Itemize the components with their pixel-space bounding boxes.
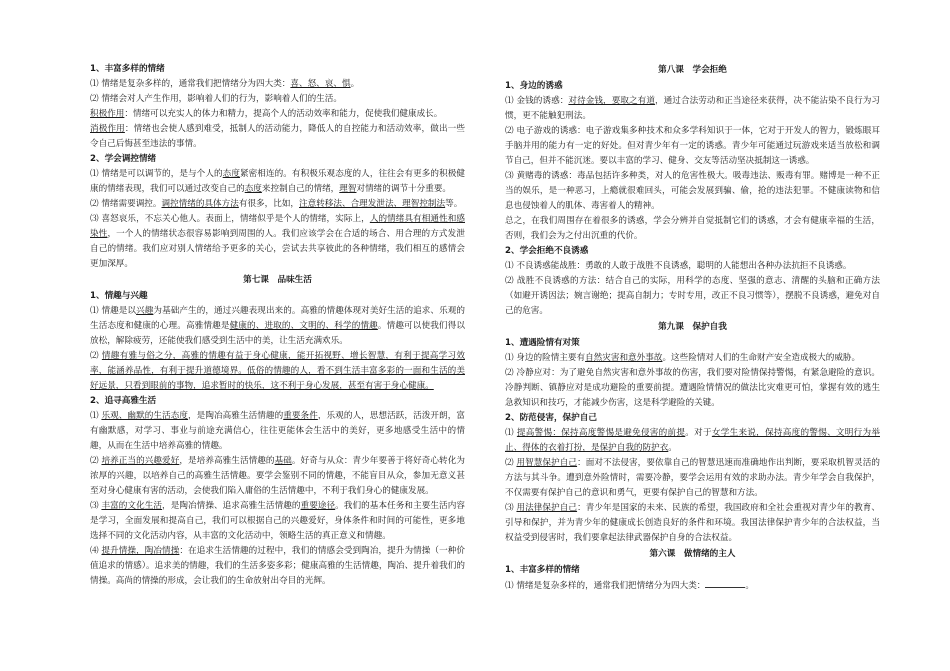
paragraph: ⑴ 情绪是复杂多样的，通常我们把情绪分为四大类：喜、怒、哀、惧。: [90, 79, 360, 89]
lesson-title: 第七课 品味生活: [243, 275, 312, 285]
paragraph: ⑵ 电子游戏的诱惑：电子游戏集多种技术和众多学科知识于一体，它对于开发人的智力，锻炼眼耳手脑并用的能力有一定的好处。但对青少年有一定的诱惑。青少年可能通过玩游戏来适当放松和调节自己，但并不能沉迷。要以丰富的学习、健身、交友等活动坚决抵制这一诱惑。: [505, 126, 880, 166]
paragraph: ⑴ 身边的险情主要有自然灾害和意外事故。这些险情对人们的生命财产安全造成极大的威胁。: [505, 353, 861, 363]
paragraph: 消极作用：情绪也会使人感到难受，抵制人的活动能力，降低人的自控能力和活动效率，做出一些令自己后悔甚至违法的事情。: [90, 124, 465, 149]
paragraph: ⑴ 提高警惕：保持高度警惕是避免侵害的前提。对于女学生来说，保持高度的警惕、文明行为举止、得体的衣着打扮，是保护自我的防护衣。: [505, 428, 880, 453]
paragraph: ⑵ 冷静应对：为了避免自然灾害和意外事故的伤害，我们要对险情保持警惕，有紧急避险的意识。冷静判断、镇静应对是成功避险的重要前提。遭遇险情情况的做法比灾难更可怕，掌握有效的逃生急救知识和技巧，才能减少伤害，这是科学避险的关键。: [505, 368, 880, 408]
left-column: [90, 62, 465, 589]
paragraph: ⑶ 用法律保护自己：青少年是国家的未来、民族的希望，我国政府和全社会重视对青少年的教育、引导和保护，并为青少年的健康成长创造良好的条件和环境。我国法律保护青少年的合法权益，当权益受到侵害时，我们要拿起法律武器保护自身的合法权益。: [505, 503, 880, 543]
paragraph: ⑴ 情绪是复杂多样的，通常我们把情绪分为四大类： 。: [505, 578, 880, 594]
paragraph: ⑶ 丰富的文化生活，是陶冶情操、追求高雅生活情趣的重要途径。我们的基本任务和主要生活内容是学习，全面发展和提高自己，我们可以根据自己的兴趣爱好，身体条件和时间的可能性，更多地选择不同的文化活动内容，从丰富的文化活动中，领略生活的真正意义和情趣。: [90, 501, 465, 541]
paragraph: 总之，在我们周围存在着很多的诱惑，学会分辨并自觉抵制它们的诱惑，才会有健康幸福的生活，否则，我们会为之付出沉重的代价。: [505, 216, 880, 241]
section-heading: 1、丰富多样的情绪: [505, 565, 580, 575]
paragraph: ⑶ 黄赌毒的诱惑：毒品包括许多种类，对人的危害性极大。吸毒违法、贩毒有罪。赌博是一种不正当的娱乐，是一种恶习，上瘾就很难回头，可能会发展到骗、偷，抢的违法犯罪。不健康读物和信息也侵蚀着人的肌体、毒害着人的精神。: [505, 171, 880, 211]
lesson-title: 第八课 学会拒绝: [658, 65, 727, 75]
section-heading: 1、情趣与兴趣: [90, 291, 148, 301]
paragraph: ⑵ 战胜不良诱惑的方法：结合自己的实际，用科学的态度、坚强的意志、清醒的头脑和正确方法（如避开诱因法；婉言谢绝；提高自制力；专时专用，改正不良习惯等），摆脱不良诱惑，避免对自己的危害。: [505, 276, 880, 316]
section-heading: 2、学会调控情绪: [90, 154, 157, 164]
paragraph: ⑵ 培养正当的兴趣爱好，是培养高雅生活情趣的基础。好奇与从众：青少年要善于将好奇心转化为浓厚的兴趣，以培养自己的高雅生活情趣。要学会鉴别不同的情趣，不能盲目从众，参加无意义甚至对身心健康有害的活动，会使我们陷入庸俗的生活情趣中，不利于我们身心的健康发展。: [90, 456, 465, 496]
paragraph: ⑴ 乐观、幽默的生活态度，是陶冶高雅生活情趣的重要条件，乐观的人，思想活跃，活泼开朗，富有幽默感，对学习、事业与前途充满信心，往往更能体会生活中的美好，更多地感受生活中的情趣，从而在生活中培养高雅的情趣。: [90, 411, 465, 451]
paragraph: ⑴ 不良诱惑能战胜：勇敢的人敢于战胜不良诱惑，聪明的人能想出各种办法抗拒不良诱惑。: [505, 261, 852, 271]
section-heading: 1、遭遇险情有对策: [505, 338, 580, 348]
lesson-title: 第九课 保护自我: [658, 322, 727, 332]
paragraph: ⑵ 用智慧保护自己：面对不法侵害，要依靠自己的智慧迅速而准确地作出判断，要采取机智灵活的方法与其斗争。遭到意外险情时，需要冷静，要学会运用有效的求助办法。青少年学会自我保护，不仅需要有保护自己的意识和勇气，更要有保护自己的智慧和方法。: [505, 458, 880, 498]
paragraph: ⑵ 情绪会对人产生作用，影响着人们的行为，影响着人们的生活。: [90, 94, 342, 104]
section-heading: 2、防范侵害，保护自己: [505, 413, 597, 423]
paragraph: ⑴ 金钱的诱惑：对待金钱，要取之有道，通过合法劳动和正当途径来获得，决不能沾染不良行为习惯，更不能触犯刑法。: [505, 96, 880, 121]
paragraph: ⑵ 情趣有雅与俗之分，高雅的情趣有益于身心健康，能开拓视野、增长智慧，有利于提高学习效率，能涵养品性，有利于提升道德境界。低俗的情趣的人，看不到生活丰富多彩的一面和生活的美好远景，只看到眼前的事物，追求暂时的快乐，这不利于身心发展，甚至有害于身心健康。: [90, 351, 465, 391]
fill-in-blank: [705, 578, 745, 588]
section-heading: 2、学会拒绝不良诱惑: [505, 246, 589, 256]
paragraph: ⑴ 情趣是以兴趣为基础产生的，通过兴趣表现出来的。高雅的情趣体现对美好生活的追求、乐观的生活态度和健康的心理。高雅情趣是健康的、进取的、文明的、科学的情趣。情趣可以使我们得以放松，解除疲劳，还能使我们感受到生活中的美，让生活充满欢乐。: [90, 306, 465, 346]
lesson-title: 第六课 做情绪的主人: [649, 549, 736, 559]
right-column: [505, 62, 880, 594]
section-heading: 2、追寻高雅生活: [90, 396, 157, 406]
section-heading: 1、丰富多样的情绪: [90, 64, 165, 74]
section-heading: 1、身边的诱惑: [505, 81, 563, 91]
paragraph: ⑷ 提升情操，陶冶情操：在追求生活情趣的过程中，我们的情感会受到陶冶，提升为情操（一种价值追求的情感）。追求美的情趣，我们的生活多姿多彩；健康高雅的生活情趣，陶冶、提升着我们的情操。高尚的情操的形成，会让我们的生命放射出夺目的光辉。: [90, 546, 465, 586]
paragraph: ⑴ 情绪是可以调节的，是与个人的态度紧密相连的。有积极乐观态度的人，往往会有更多的积极健康的情绪表现，我们可以通过改变自己的态度来控制自己的情绪，理智对情绪的调节十分重要。: [90, 169, 465, 194]
paragraph: ⑶ 喜怒哀乐，不忘关心他人。表面上，情绪似乎是个人的情绪，实际上，人的情绪具有相通性和感染性，一个人的情绪状态很容易影响到周围的人。我们应该学会在合适的场合、用合理的方式发泄自己的情绪。我们应对别人情绪给予更多的关心，尝试去共享彼此的各种情绪，我们相互的感情会更加深厚。: [90, 214, 465, 269]
paragraph: ⑵ 情绪需要调控。调控情绪的具体方法有很多，比如，注意转移法、合理发泄法、理智控制法等。: [90, 199, 463, 209]
paragraph: 积极作用：情绪可以充实人的体力和精力，提高个人的活动效率和能力，促使我们健康成长。: [90, 109, 443, 119]
